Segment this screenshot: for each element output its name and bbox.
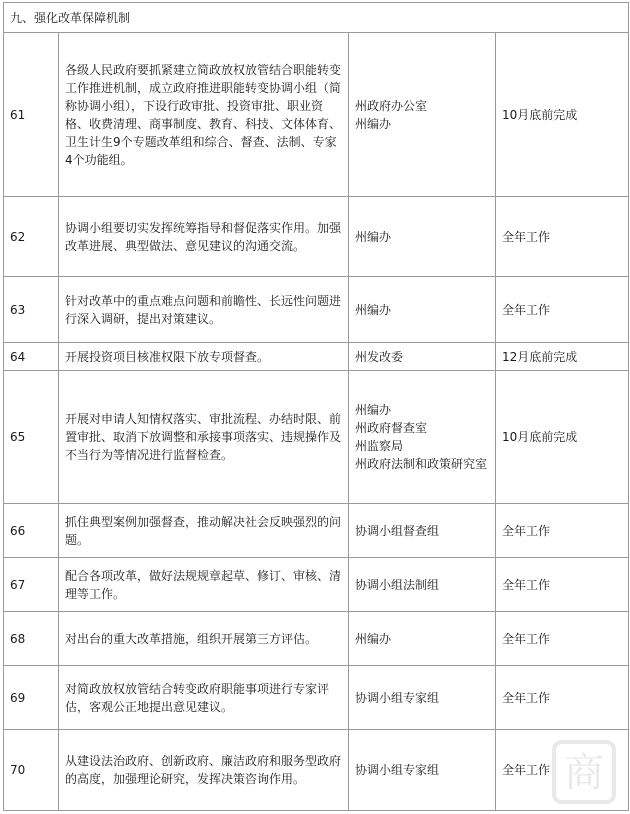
section-row	[4, 3, 629, 33]
department-name: 协调小组法制组	[355, 577, 440, 592]
table-row	[4, 277, 629, 343]
department-name: 州监察局	[355, 439, 404, 453]
department-name: 协调小组专家组	[355, 690, 440, 705]
table-row	[4, 504, 629, 558]
department-name: 州编办	[355, 631, 392, 646]
responsible-department	[349, 277, 496, 343]
row-number: 61	[4, 33, 59, 197]
deadline: 全年工作	[496, 504, 629, 558]
responsible-department	[349, 343, 496, 371]
deadline: 全年工作	[496, 277, 629, 343]
table-row	[4, 666, 629, 730]
deadline: 全年工作	[496, 612, 629, 666]
deadline: 12月底前完成	[496, 343, 629, 371]
table-row	[4, 730, 629, 811]
responsible-department	[349, 666, 496, 730]
task-description: 开展投资项目核准权限下放专项督查。	[59, 343, 349, 371]
table-row	[4, 33, 629, 197]
responsible-department	[349, 371, 496, 504]
task-description: 对出台的重大改革措施，组织开展第三方评估。	[59, 612, 349, 666]
department-name: 州政府办公室	[355, 98, 428, 113]
table-row	[4, 371, 629, 504]
responsible-department	[349, 612, 496, 666]
department-name: 州政府督查室	[355, 421, 428, 435]
row-number: 65	[4, 371, 59, 504]
task-description: 协调小组要切实发挥统筹指导和督促落实作用。加强改革进展、典型做法、意见建议的沟通交流。	[59, 197, 349, 277]
deadline: 全年工作	[496, 666, 629, 730]
table-row	[4, 197, 629, 277]
task-description: 针对改革中的重点难点问题和前瞻性、长远性问题进行深入调研，提出对策建议。	[59, 277, 349, 343]
section-title: 九、强化改革保障机制	[4, 3, 629, 33]
task-description: 开展对申请人知情权落实、审批流程、办结时限、前置审批、取消下放调整和承接事项落实、违规操作及不当行为等情况进行监督检查。	[59, 371, 349, 504]
task-description: 从建设法治政府、创新政府、廉洁政府和服务型政府的高度，加强理论研究，发挥决策咨询作用。	[59, 730, 349, 811]
row-number: 63	[4, 277, 59, 343]
row-number: 62	[4, 197, 59, 277]
table-row	[4, 612, 629, 666]
responsible-department	[349, 33, 496, 197]
table-row	[4, 558, 629, 612]
department-name: 州编办	[355, 229, 392, 244]
department-name: 协调小组督查组	[355, 523, 440, 538]
task-table-body	[4, 3, 629, 811]
responsible-department	[349, 504, 496, 558]
row-number: 67	[4, 558, 59, 612]
deadline: 全年工作	[496, 197, 629, 277]
row-number: 64	[4, 343, 59, 371]
row-number: 66	[4, 504, 59, 558]
deadline: 全年工作	[496, 730, 629, 811]
task-description: 抓住典型案例加强督查，推动解决社会反映强烈的问题。	[59, 504, 349, 558]
watermark-logo-icon	[550, 738, 618, 806]
responsible-department	[349, 730, 496, 811]
deadline: 10月底前完成	[496, 33, 629, 197]
row-number: 70	[4, 730, 59, 811]
department-name: 州政府法制和政策研究室	[355, 457, 488, 471]
responsible-department	[349, 558, 496, 612]
table-row	[4, 343, 629, 371]
row-number: 68	[4, 612, 59, 666]
department-name: 州编办	[355, 116, 392, 131]
department-name: 协调小组专家组	[355, 763, 440, 777]
department-name: 州编办	[355, 403, 392, 417]
svg-text:商: 商	[564, 750, 604, 796]
task-description: 对简政放权放管结合转变政府职能事项进行专家评估，客观公正地提出意见建议。	[59, 666, 349, 730]
task-table	[3, 2, 629, 811]
responsible-department	[349, 197, 496, 277]
task-description: 配合各项改革，做好法规规章起草、修订、审核、清理等工作。	[59, 558, 349, 612]
deadline: 10月底前完成	[496, 371, 629, 504]
deadline: 全年工作	[496, 558, 629, 612]
department-name: 州发改委	[355, 349, 404, 364]
row-number: 69	[4, 666, 59, 730]
task-description: 各级人民政府要抓紧建立简政放权放管结合职能转变工作推进机制，成立政府推进职能转变协调小组（简称协调小组），下设行政审批、投资审批、职业资格、收费清理、商事制度、教育、科技、文体体育、卫生计生9个专题改革组和综合、督查、法制、专家4个功能组。	[59, 33, 349, 197]
department-name: 州编办	[355, 302, 392, 317]
